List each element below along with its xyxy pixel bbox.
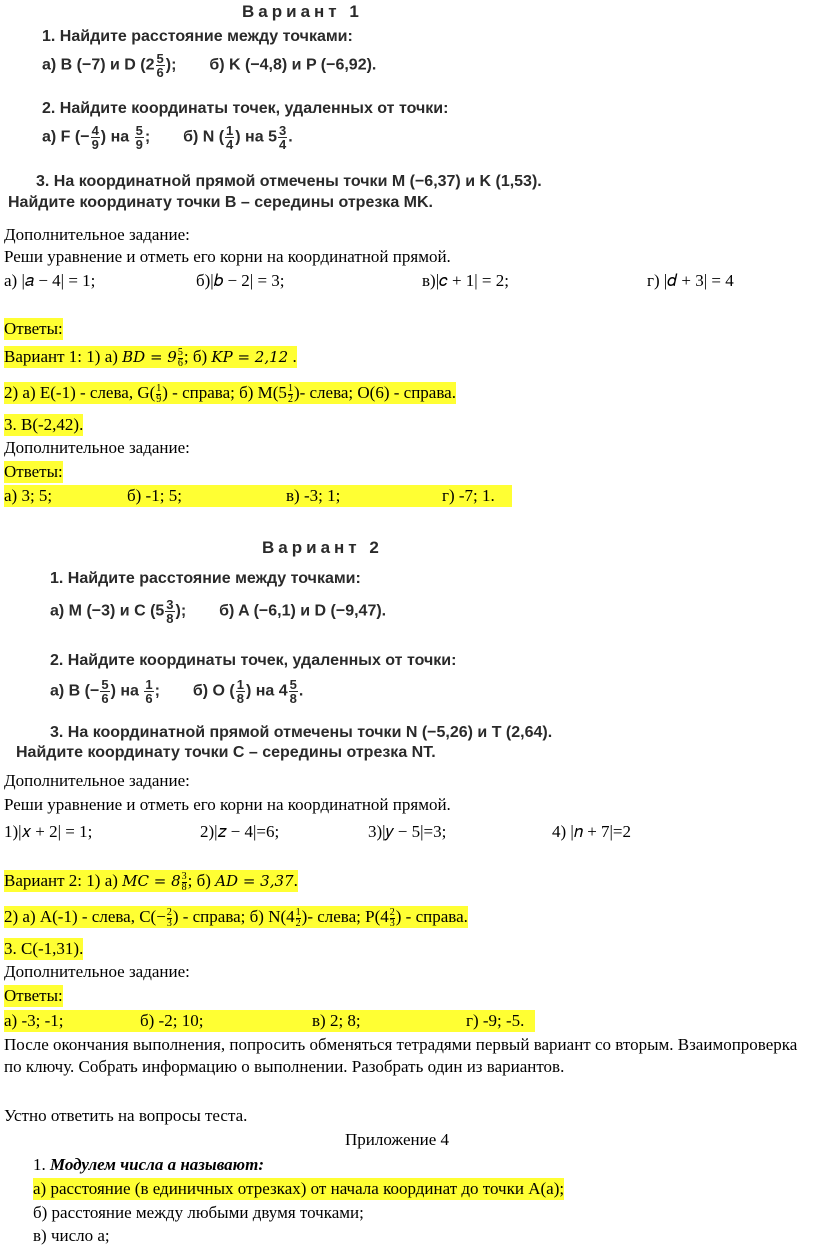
extra-task-label: Дополнительное задание:	[4, 225, 190, 244]
question-1-option-a: а) расстояние (в единичных отрезках) от начала координат до точки A(a);	[33, 1179, 565, 1198]
question-1-option-b: б) расстояние между любыми двумя точками;	[33, 1203, 364, 1222]
v2-answer-line2: 2) а) A(-1) - слева, C(− $\frac{2}{3}$ ) - справа; б) N(4 $\frac{1}{2}$ )- слева; P(4 $\frac{2}{3}$ ) - справа.	[4, 906, 468, 929]
variant1-task2: 2. Найдите координаты точек, удаленных от точки:	[42, 100, 449, 117]
v1-answer-line3: 3. B(-2,42).	[4, 415, 84, 434]
appendix-title: Приложение 4	[345, 1130, 449, 1149]
v2-extra-task-label: Дополнительное задание:	[4, 771, 190, 790]
variant2-task2: 2. Найдите координаты точек, удаленных от точки:	[50, 652, 457, 669]
variant2-task1: 1. Найдите расстояние между точками:	[50, 570, 361, 587]
variant2-header: Вариант 2	[262, 538, 383, 557]
variant1-scan	[0, 0, 816, 218]
variant1-task2-parts: а) F (− $\frac{4}{9}$ ) на $\frac{5}{9}$ ; б) N ( $\frac{1}{4}$ ) на 5 $\frac{3}{4}$ .	[42, 123, 293, 152]
v1-extra-answers: а) 3; 5; б) -1; 5; в) -3; 1; г) -7; 1.	[4, 485, 512, 507]
variant1-task1: 1. Найдите расстояние между точками:	[42, 28, 353, 45]
extra-task-label-2: Дополнительное задание:	[4, 438, 190, 457]
v1-eq-b: б)|𝑏 − 2| = 3;	[196, 271, 285, 290]
variant1-task1-parts: а) B (−7) и D (2 $\frac{5}{6}$ ); б) K (−4,8) и P (−6,92).	[42, 51, 377, 80]
v2-extra-task-label-2: Дополнительное задание:	[4, 962, 190, 981]
v2-answers-label: Ответы:	[4, 986, 63, 1005]
variant1-header: Вариант 1	[242, 2, 363, 21]
variant2-task1-parts: а) M (−3) и C (5 $\frac{3}{8}$ ); б) A (−6,1) и D (−9,47).	[50, 597, 387, 626]
question-1-option-c: в) число а;	[33, 1226, 110, 1245]
question-1: 1. Модулем числа а называют:	[33, 1155, 264, 1174]
v1-eq-a: а) |𝑎 − 4| = 1;	[4, 271, 96, 290]
variant2-scan	[0, 534, 816, 766]
extra-task-instruction: Реши уравнение и отметь его корни на координатной прямой.	[4, 247, 451, 266]
v2-equations: 1)|𝑥 + 2| = 1; 2)|𝑧 − 4|=6; 3)|𝑦 − 5|=3; 4) |𝑛 + 7|=2	[4, 822, 632, 841]
v2-extra-answers: а) -3; -1; б) -2; 10; в) 2; 8; г) -9; -5.	[4, 1010, 535, 1032]
v1-eq-d: г) |𝑑 + 3| = 4	[647, 271, 734, 290]
variant2-task3-line1: 3. На координатной прямой отмечены точки N (−5,26) и T (2,64).	[50, 724, 553, 741]
v1-eq-c: в)|𝑐 + 1| = 2;	[422, 271, 509, 290]
fraction: $\frac{5}{6}$	[156, 51, 164, 80]
answers-label-2: Ответы:	[4, 462, 63, 481]
variant2-task3-line2: Найдите координату точки C – середины отрезка NT.	[16, 744, 436, 761]
variant1-task3-line2: Найдите координату точки B – середины отрезка MK.	[8, 194, 433, 211]
v2-answer-line3: 3. C(-1,31).	[4, 939, 84, 958]
closing-paragraph: После окончания выполнения, попросить обменяться тетрадями первый вариант со вторым. Взаимопроверка по ключу. Собрать информацию о выполнении. Разобрать один из вариантов.	[4, 1035, 798, 1076]
v1-equations	[4, 270, 810, 292]
oral-instruction: Устно ответить на вопросы теста.	[4, 1106, 248, 1125]
v2-extra-task-instruction: Реши уравнение и отметь его корни на координатной прямой.	[4, 795, 451, 814]
variant1-task3-line1: 3. На координатной прямой отмечены точки M (−6,37) и K (1,53).	[36, 173, 542, 190]
v1-answer-line2: 2) а) E(-1) - слева, G( $\frac{1}{9}$ ) - справа; б) M(5 $\frac{1}{2}$ )- слева; O(6) - справа.	[4, 382, 456, 405]
v1-answer-line1: Вариант 1: 1) а) 𝐵𝐷 = 9 $\frac{5}{6}$ ; б) 𝐾𝑃 = 2,12 .	[4, 346, 297, 369]
answers-label: Ответы:	[4, 319, 63, 338]
variant2-task2-parts: а) B (− $\frac{5}{6}$ ) на $\frac{1}{6}$ ; б) O ( $\frac{1}{8}$ ) на 4 $\frac{5}{8}$ .	[50, 677, 304, 706]
v2-answer-line1: Вариант 2: 1) а) MC = 8 $\frac{3}{8}$ ; б) 𝐴𝐷 = 3,37.	[4, 870, 298, 893]
